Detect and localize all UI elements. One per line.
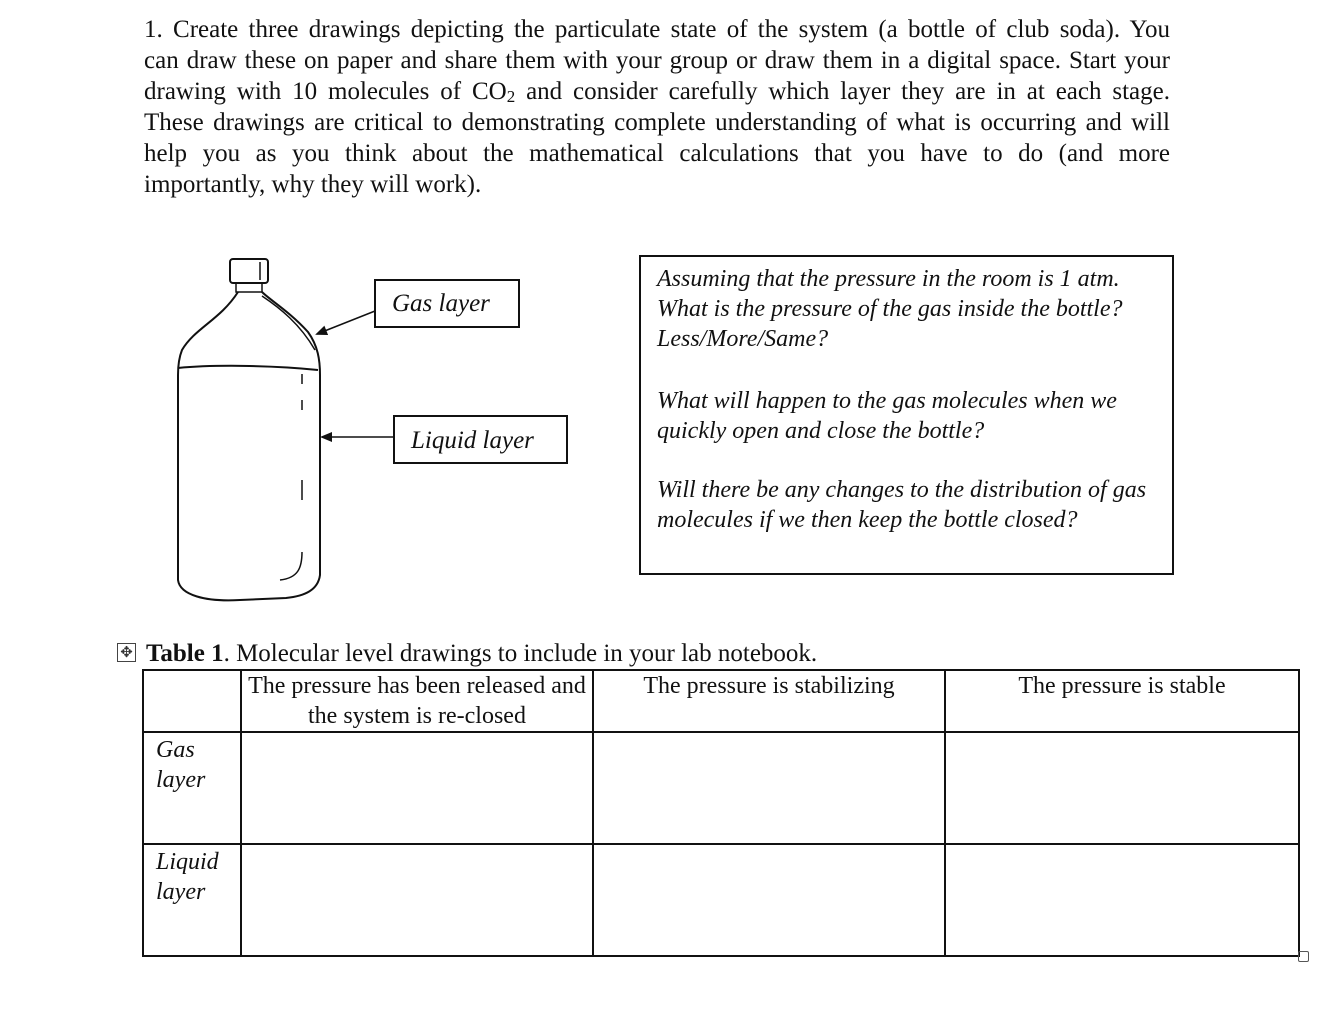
row-label-liquid: Liquid layer [143, 844, 241, 956]
table-cell[interactable] [945, 844, 1299, 956]
liquid-layer-label: Liquid layer [393, 415, 568, 464]
intro-line-3: drawing with 10 molecules of $CO_2$ and consider carefully which layer they are in at each stage. [144, 78, 1170, 106]
liquid-surface [178, 366, 318, 370]
question-distribution: Will there be any changes to the distribution of gas molecules if we then keep the bottle closed? [657, 477, 1147, 533]
intro-line-1: 1. Create three drawings depicting the particulate state of the system (a bottle of club soda). You [144, 16, 1170, 43]
question-pressure: Assuming that the pressure in the room is 1 atm. What is the pressure of the gas inside the bottle? Less/More/Same? [657, 266, 1123, 352]
questions-box [639, 255, 1174, 575]
move-cross-icon[interactable]: ✥ [117, 643, 136, 662]
intro-line-2: can draw these on paper and share them with your group or draw them in a digital space. Start your [144, 47, 1170, 74]
intro-line-5: help you as you think about the mathematical calculations that you have to do (and more [144, 140, 1170, 167]
bottle-cap [230, 259, 268, 283]
table-cell[interactable] [593, 844, 945, 956]
item-number: 1. [144, 16, 163, 43]
lab-table [142, 669, 1300, 957]
table-row [143, 732, 1299, 844]
table-cell[interactable] [241, 732, 593, 844]
table-cell[interactable] [241, 844, 593, 956]
row-label-gas: Gas layer [143, 732, 241, 844]
gas-arrow [317, 311, 375, 334]
table-caption: Table 1. Molecular level drawings to include in your lab notebook. [146, 640, 818, 667]
table-header-stabilizing: The pressure is stabilizing [593, 670, 945, 732]
table-header-row [143, 670, 1299, 732]
question-open-close: What will happen to the gas molecules when we quickly open and close the bottle? [657, 388, 1117, 444]
table-header-empty [143, 670, 241, 732]
resize-square-icon[interactable] [1298, 951, 1309, 962]
instructions-paragraph [144, 14, 1170, 200]
gas-layer-label: Gas layer [374, 279, 520, 328]
table-header-stable: The pressure is stable [945, 670, 1299, 732]
intro-line-4: These drawings are critical to demonstrating complete understanding of what is occurring and will [144, 109, 1170, 136]
table-cell[interactable] [945, 732, 1299, 844]
bottle-outline [178, 292, 320, 600]
table-cell[interactable] [593, 732, 945, 844]
intro-line-6: importantly, why they will work). [144, 171, 482, 198]
table-header-released: The pressure has been released and the system is re-closed [241, 670, 593, 732]
table-row [143, 844, 1299, 956]
